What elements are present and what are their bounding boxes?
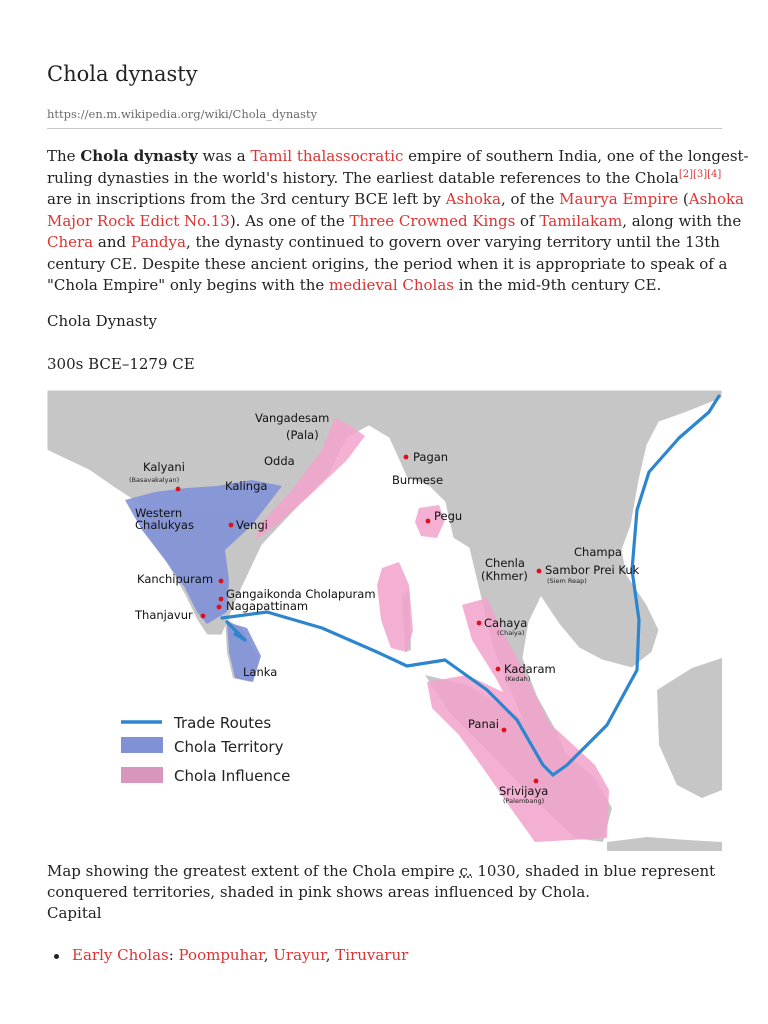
city-dot-kalyani [176, 487, 181, 492]
capital-list [47, 946, 408, 964]
page-title: Chola dynasty [47, 62, 198, 86]
bold-term: Chola dynasty [80, 147, 198, 165]
link-ashoka[interactable]: Ashoka [445, 190, 501, 208]
text: , the dynasty continued to govern over varying territory until the 13th [185, 233, 720, 251]
text: : [168, 946, 179, 964]
intro-line [47, 232, 723, 254]
city-dot-thanjavur [201, 614, 206, 619]
circa-abbr: c. [459, 862, 473, 880]
label-pala: (Pala) [286, 428, 319, 442]
legend-swatch-territory [121, 737, 163, 753]
label-kadaram: Kadaram [504, 662, 556, 676]
text: are in inscriptions from the 3rd century BCE left by [47, 190, 446, 208]
text: of [515, 211, 540, 230]
text: The [47, 147, 81, 165]
city-dot-kadaram [496, 667, 501, 672]
label-kalyani: Kalyani [143, 460, 185, 474]
city-dot-sambor [537, 569, 542, 574]
label-chenla: Chenla [485, 556, 525, 570]
link-chera[interactable]: Chera [47, 233, 94, 251]
text: empire of southern India, one of the longest- [403, 147, 749, 165]
caption-line [47, 882, 727, 903]
label-khmer: (Khmer) [481, 569, 528, 583]
caption-line [47, 861, 727, 882]
label-siemreap: (Siem Reap) [547, 577, 587, 585]
text: , along with the [622, 211, 742, 230]
label-western: Western [135, 506, 183, 520]
label-vengi: Vengi [236, 518, 268, 532]
label-chalukyas: Chalukyas [135, 518, 194, 532]
text: and [93, 233, 131, 251]
title-divider [47, 128, 722, 129]
intro-line [47, 146, 749, 168]
infobox-dates: 300s BCE–1279 CE [47, 355, 195, 373]
label-basavakalyan: (Basavakalyan) [129, 476, 180, 484]
text: century CE. Despite these ancient origins, the period when it is appropriate to speak of a [47, 254, 728, 273]
link-pandya[interactable]: Pandya [130, 233, 186, 251]
link-tiruvarur[interactable]: Tiruvarur [335, 946, 409, 964]
text: ). As one of the [229, 211, 350, 230]
text: "Chola Empire" only begins with the [47, 276, 330, 294]
citation-link[interactable]: [2][3][4] [678, 168, 722, 180]
intro-line [47, 254, 728, 276]
text: Map showing the greatest extent of the Chola empire [47, 862, 460, 880]
link-three-crowned-kings[interactable]: Three Crowned Kings [349, 211, 516, 230]
link-medieval-cholas[interactable]: medieval Cholas [329, 276, 454, 294]
label-kedah: (Kedah) [505, 675, 531, 683]
label-palembang: (Palembang) [503, 797, 545, 805]
label-kalinga: Kalinga [225, 479, 268, 493]
link-major-rock-edict[interactable]: Major Rock Edict No.13 [47, 211, 230, 230]
city-dot-pagan [404, 455, 409, 460]
list-item [47, 946, 408, 964]
city-dot-gangaikonda [219, 597, 224, 602]
label-sambor: Sambor Prei Kuk [545, 563, 640, 577]
label-pagan: Pagan [413, 450, 449, 464]
legend-chola-territory: Chola Territory [174, 738, 284, 756]
legend-swatch-influence [121, 767, 163, 783]
text: in the mid-9th century CE. [454, 276, 662, 294]
text: was a [197, 147, 251, 165]
city-dot-nagapattinam [217, 605, 222, 610]
label-lanka: Lanka [243, 665, 278, 679]
text: 1030, shaded in blue represent [472, 862, 716, 880]
city-dot-srivijaya [534, 779, 539, 784]
text: ( [678, 190, 689, 208]
link-tamil-thalassocratic[interactable]: Tamil thalassocratic [250, 147, 404, 165]
text: , of the [500, 190, 560, 208]
label-odda: Odda [264, 454, 295, 468]
link-urayur[interactable]: Urayur [273, 946, 326, 964]
link-ashoka-edict[interactable]: Ashoka [688, 190, 745, 208]
page-url[interactable]: https://en.m.wikipedia.org/wiki/Chola_dynasty [47, 107, 318, 121]
legend-chola-influence: Chola Influence [174, 767, 291, 785]
city-dot-panai [502, 728, 507, 733]
link-early-cholas[interactable]: Early Cholas [72, 946, 169, 964]
label-srivijaya: Srivijaya [499, 784, 549, 798]
legend-trade-routes: Trade Routes [174, 714, 272, 732]
link-tamilakam[interactable]: Tamilakam [539, 211, 623, 230]
intro-paragraph [47, 146, 749, 297]
label-chaiya: (Chaiya) [497, 629, 525, 637]
label-cahaya: Cahaya [484, 616, 528, 630]
capital-heading: Capital [47, 904, 102, 922]
city-dot-cahaya [477, 621, 482, 626]
label-thanjavur: Thanjavur [135, 608, 193, 622]
link-maurya-empire[interactable]: Maurya Empire [559, 190, 679, 208]
text: ruling dynasties in the world's history. The earliest datable references to the Chola [47, 168, 679, 187]
city-dot-vengi [229, 523, 234, 528]
label-nagapattinam: Nagapattinam [226, 599, 309, 613]
text: , [263, 946, 274, 964]
city-dot-pegu [426, 519, 431, 524]
intro-line [47, 211, 742, 233]
label-vangadesam: Vangadesam [255, 411, 330, 425]
chola-empire-map[interactable] [47, 390, 722, 851]
intro-line [47, 275, 723, 297]
label-burmese: Burmese [392, 473, 444, 487]
label-pegu: Pegu [434, 509, 463, 523]
link-poompuhar[interactable]: Poompuhar [178, 946, 264, 964]
intro-line [47, 189, 745, 211]
label-panai: Panai [468, 717, 499, 731]
intro-line [47, 168, 723, 190]
label-gangaikonda: Gangaikonda Cholapuram [226, 587, 376, 601]
city-dot-kanchipuram [219, 579, 224, 584]
text: , [325, 946, 336, 964]
map-caption [47, 861, 727, 903]
text: conquered territories, shaded in pink shows areas influenced by Chola. [47, 883, 591, 901]
infobox-title: Chola Dynasty [47, 312, 157, 330]
map-svg [47, 390, 722, 851]
label-champa: Champa [574, 545, 622, 559]
label-kanchipuram: Kanchipuram [137, 572, 214, 586]
